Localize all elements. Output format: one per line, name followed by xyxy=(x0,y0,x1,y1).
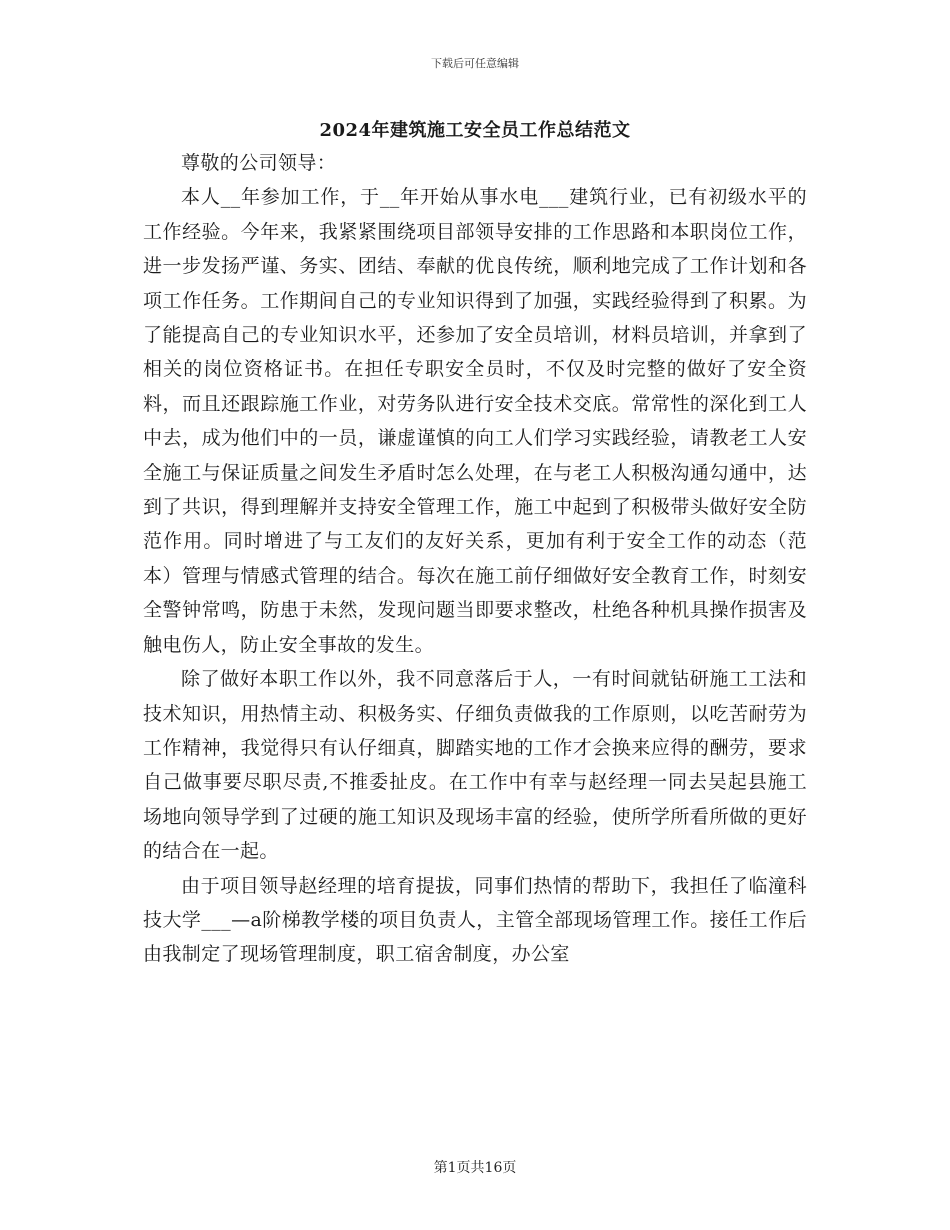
paragraph-1: 本人__年参加工作，于__年开始从事水电___建筑行业，已有初级水平的工作经验。今年来，我紧紧围绕项目部领导安排的工作思路和本职岗位工作，进一步发扬严谨、务实、团结、奉献的优良传统，顺利地完成了工作计划和各项工作任务。工作期间自己的专业知识得到了加强，实践经验得到了积累。为了能提高自己的专业知识水平，还参加了安全员培训，材料员培训，并拿到了相关的岗位资格证书。在担任专职安全员时，不仅及时完整的做好了安全资料，而且还跟踪施工作业，对劳务队进行安全技术交底。常常性的深化到工人中去，成为他们中的一员，谦虚谨慎的向工人们学习实践经验，请教老工人安全施工与保证质量之间发生矛盾时怎么处理，在与老工人积极沟通勾通中，达到了共识，得到理解并支持安全管理工作，施工中起到了积极带头做好安全防范作用。同时增进了与工友们的友好关系，更加有利于安全工作的动态（范本）管理与情感式管理的结合。每次在施工前仔细做好安全教育工作，时刻安全警钟常鸣，防患于未然，发现问题当即要求整改，杜绝各种机具操作损害及触电伤人，防止安全事故的发生。 xyxy=(143,186,807,656)
salutation: 尊敬的公司领导： xyxy=(181,152,337,174)
page-number-footer: 第1页共16页 xyxy=(433,1160,517,1176)
document-title: 2024年建筑施工安全员工作总结范文 xyxy=(319,120,631,141)
document-body xyxy=(143,146,807,972)
paragraph-3: 由于项目领导赵经理的培育提拔，同事们热情的帮助下，我担任了临潼科技大学___—a阶梯教学楼的项目负责人，主管全部现场管理工作。接任工作后由我制定了现场管理制度，职工宿舍制度，办公室 xyxy=(143,874,807,966)
page-header-note: 下载后可任意编辑 xyxy=(431,57,519,70)
paragraph-2: 除了做好本职工作以外，我不同意落后于人，一有时间就钻研施工工法和技术知识，用热情主动、积极务实、仔细负责做我的工作原则，以吃苦耐劳为工作精神，我觉得只有认仔细真，脚踏实地的工作才会换来应得的酬劳，要求自己做事要尽职尽责,不推委扯皮。在工作中有幸与赵经理一同去吴起县施工场地向领导学到了过硬的施工知识及现场丰富的经验，使所学所看所做的更好的结合在一起。 xyxy=(143,668,807,863)
